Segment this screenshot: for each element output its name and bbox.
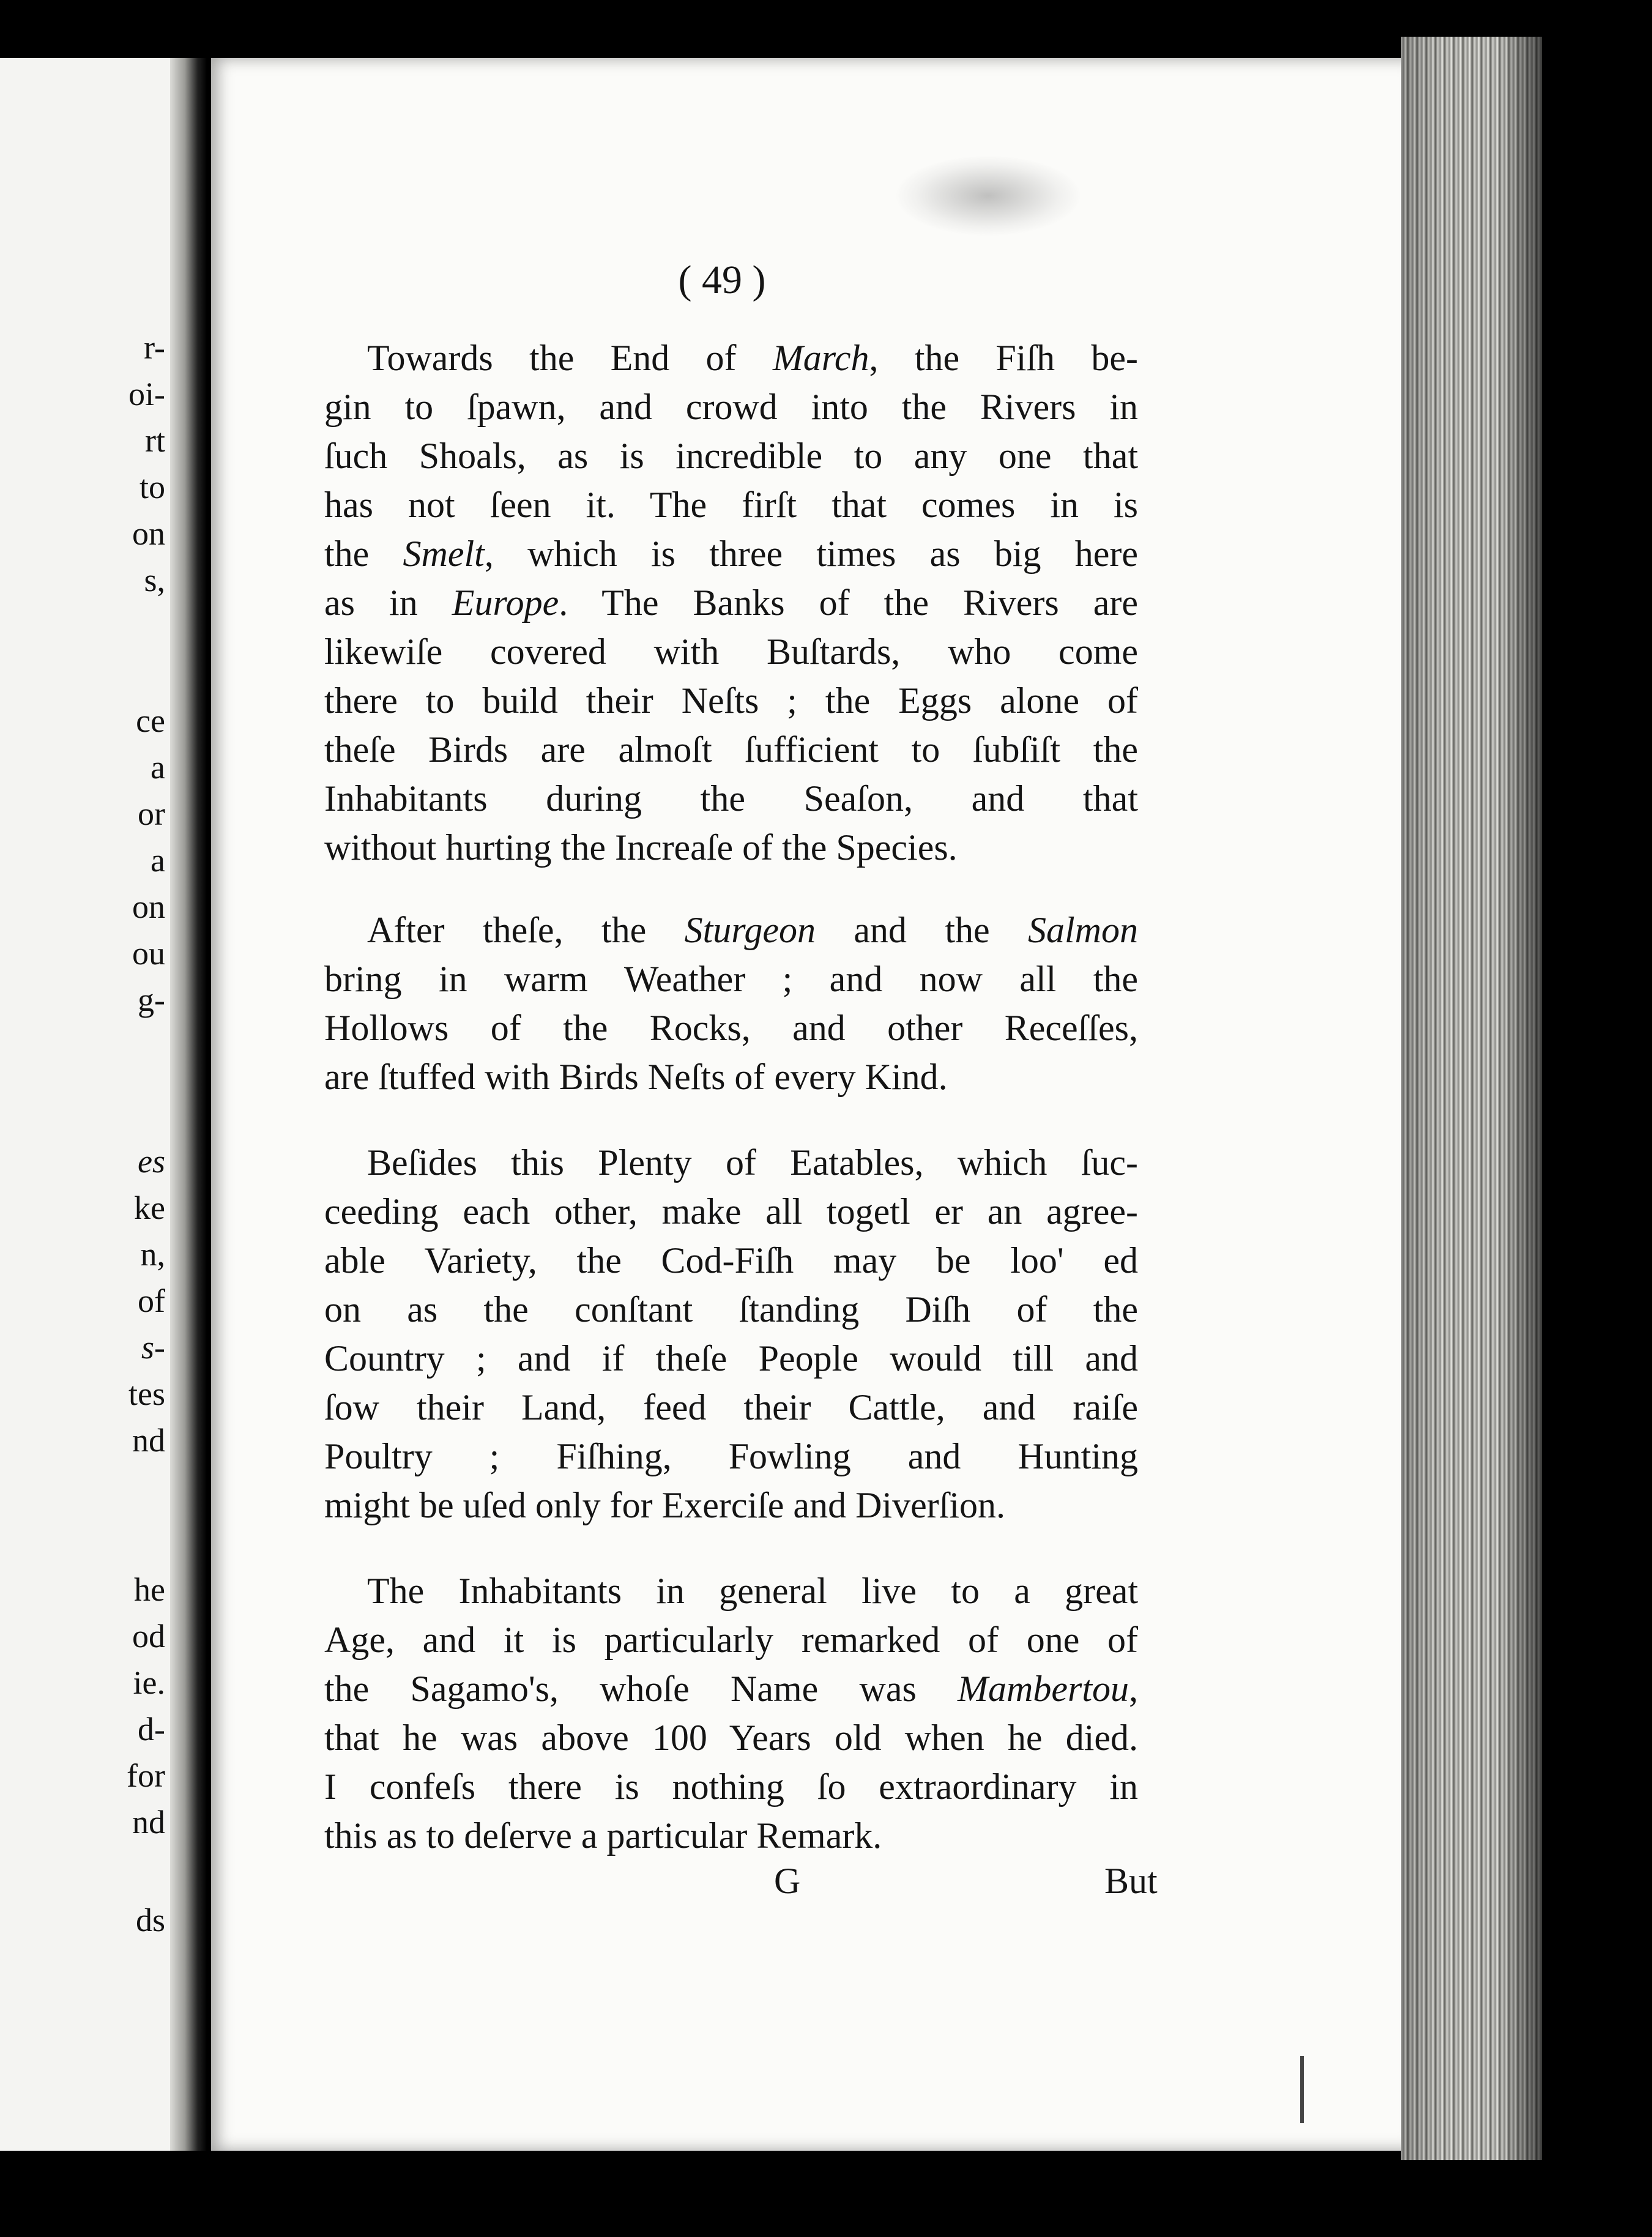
- left-fragment-line: or: [138, 795, 165, 832]
- left-fragment-line: of: [138, 1282, 165, 1319]
- left-fragment-line: n,: [140, 1236, 165, 1273]
- text-line: Age, and it is particularly remarked of one of: [324, 1620, 1138, 1660]
- text-line: bring in warm Weather ; and now all the: [324, 959, 1138, 999]
- text-line: there to build their Neſts ; the Eggs alone of: [324, 680, 1138, 721]
- left-fragment-line: nd: [132, 1804, 165, 1841]
- left-fragment-line: on: [132, 888, 165, 925]
- page-edge-mark: [1300, 2056, 1304, 2123]
- left-fragment-line: nd: [132, 1422, 165, 1459]
- catchword: But: [1104, 1861, 1158, 1901]
- left-fragment-line: r-: [144, 329, 165, 366]
- paragraph: [324, 333, 1138, 872]
- text-line: Inhabitants during the Seaſon, and that: [324, 778, 1138, 819]
- signature-mark: G: [774, 1861, 801, 1901]
- text-line: I confeſs there is nothing ſo extraordinary in: [324, 1766, 1138, 1807]
- text-line: has not ſeen it. The firſt that comes in is: [324, 485, 1138, 525]
- text-line: the Sagamo's, whoſe Name was Mambertou,: [324, 1669, 1138, 1709]
- text-line: ſuch Shoals, as is incredible to any one that: [324, 436, 1138, 476]
- text-line: Towards the End of March, the Fiſh be-: [367, 338, 1139, 378]
- text-line: Country ; and if theſe People would till and: [324, 1338, 1138, 1379]
- text-line: as in Europe. The Banks of the Rivers are: [324, 583, 1138, 623]
- text-line: ſow their Land, feed their Cattle, and raiſe: [324, 1387, 1138, 1427]
- text-line: Poultry ; Fiſhing, Fowling and Hunting: [324, 1436, 1138, 1476]
- left-fragment-line: ds: [135, 1902, 165, 1938]
- text-line: After theſe, the Sturgeon and the Salmon: [367, 910, 1138, 950]
- left-fragment-line: tes: [128, 1375, 165, 1412]
- text-line: on as the conſtant ſtanding Diſh of the: [324, 1289, 1138, 1330]
- left-fragment-group: [0, 698, 165, 1023]
- left-fragment-line: od: [132, 1618, 165, 1654]
- ink-stain: [896, 156, 1080, 236]
- left-fragment-line: d-: [138, 1711, 165, 1748]
- left-fragment-line: on: [132, 515, 165, 552]
- text-line: The Inhabitants in general live to a great: [367, 1571, 1138, 1611]
- left-fragment-line: rt: [145, 422, 165, 459]
- page-number: ( 49 ): [678, 258, 766, 302]
- text-line: theſe Birds are almoſt ſufficient to ſubſiſt the: [324, 729, 1138, 770]
- text-line: Beſides this Plenty of Eatables, which ſuc-: [367, 1142, 1138, 1183]
- left-fragment-line: s,: [144, 562, 165, 598]
- left-fragment-line: he: [134, 1571, 165, 1608]
- left-fragment-line: a: [151, 749, 165, 786]
- paragraph: [324, 906, 1138, 1101]
- text-line: this as to deſerve a particular Remark.: [324, 1815, 882, 1856]
- right-page-edges-shadow: [1401, 37, 1542, 2160]
- paragraph: [324, 1138, 1138, 1530]
- book-gutter: [170, 58, 207, 2151]
- text-line: ceeding each other, make all togetl er an agree-: [324, 1191, 1138, 1232]
- left-fragment-line: ie.: [133, 1664, 165, 1701]
- text-line: might be uſed only for Exerciſe and Diverſion.: [324, 1485, 1006, 1525]
- left-fragment-line: ou: [132, 935, 165, 972]
- left-fragment-line: for: [127, 1757, 165, 1794]
- left-fragment-line: ce: [136, 702, 165, 739]
- text-line: are ſtuffed with Birds Neſts of every Kind.: [324, 1057, 948, 1097]
- text-line: gin to ſpawn, and crowd into the Rivers in: [324, 387, 1138, 427]
- text-line: that he was above 100 Years old when he died.: [324, 1718, 1138, 1758]
- text-line: the Smelt, which is three times as big here: [324, 534, 1138, 574]
- left-fragment-line: s-: [141, 1329, 165, 1366]
- left-fragment-line: es: [138, 1143, 165, 1180]
- paragraph: [324, 1566, 1138, 1860]
- left-fragment-line: g-: [138, 981, 165, 1018]
- left-fragment-line: a: [151, 842, 165, 879]
- text-line: Hollows of the Rocks, and other Receſſes,: [324, 1008, 1138, 1048]
- text-line: able Variety, the Cod-Fiſh may be loo' ed: [324, 1240, 1138, 1281]
- left-fragment-group: [0, 1138, 165, 1464]
- left-fragment-line: ke: [134, 1189, 165, 1226]
- left-fragment-line: to: [139, 469, 165, 505]
- text-line: without hurting the Increaſe of the Species.: [324, 827, 958, 868]
- left-fragment-group: [0, 1566, 165, 1845]
- left-fragment-line: oi-: [128, 376, 165, 412]
- text-line: likewiſe covered with Buſtards, who come: [324, 631, 1138, 672]
- left-fragment-group: [0, 1897, 165, 1943]
- left-fragment-group: [0, 324, 165, 603]
